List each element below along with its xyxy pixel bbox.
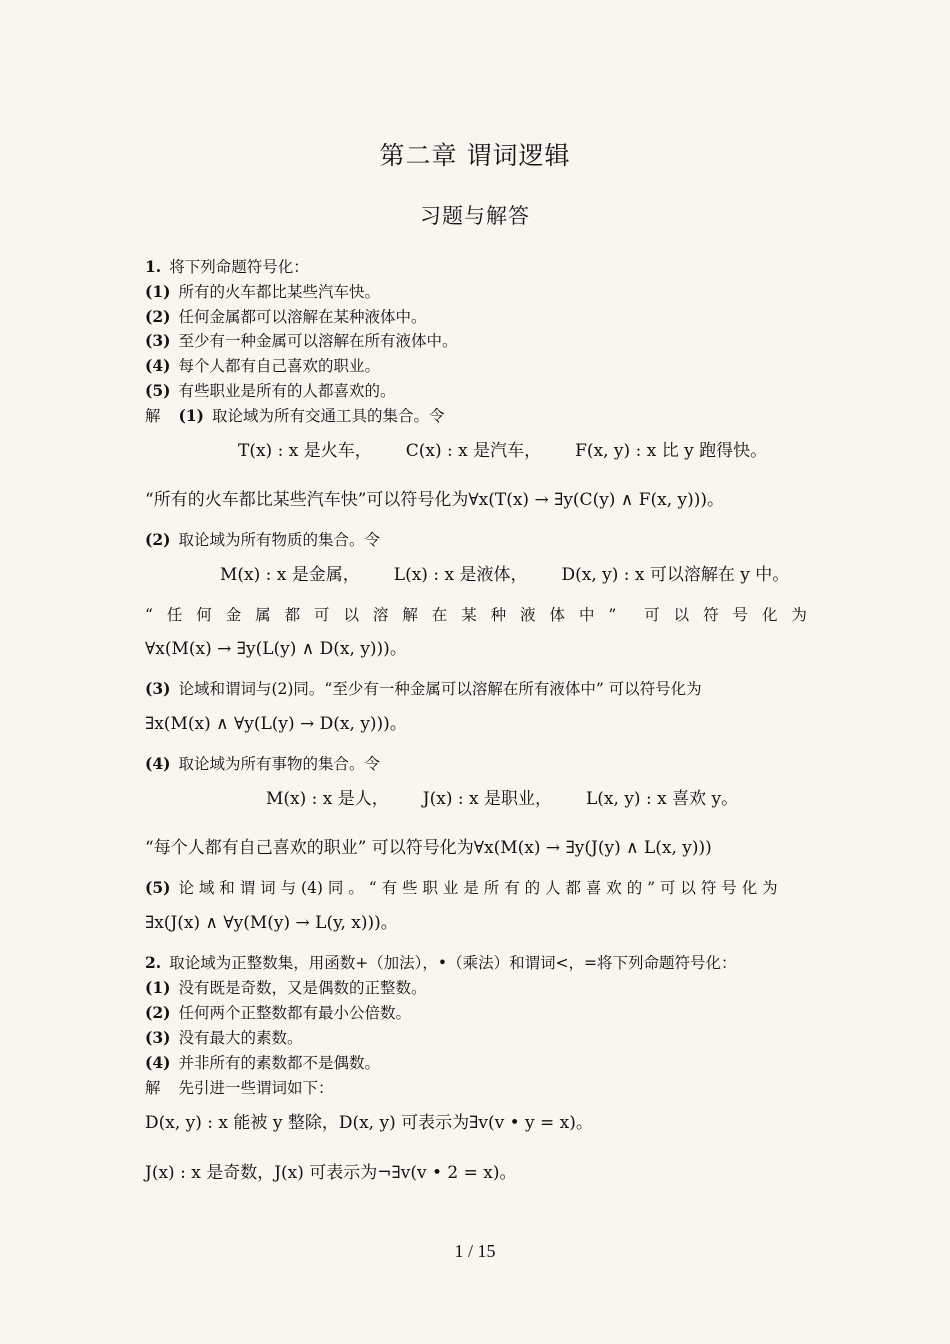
solution-2-intro: (2) 取论域为所有物质的集合。令 — [145, 530, 380, 549]
solution-5-line1: (5) 论 域 和 谓 词 与 (4) 同 。 “ 有 些 职 业 是 所 有 的 人 都 喜 欢 的 ” 可 以 符 号 化 为 — [145, 878, 778, 897]
solution-5-line2: ∃x(J(x) ∧ ∀y(M(y) → L(y, x)))。 — [145, 913, 398, 933]
problem-1-item: (4) 每个人都有自己喜欢的职业。 — [145, 356, 380, 375]
problem-2-item: (4) 并非所有的素数都不是偶数。 — [145, 1053, 380, 1072]
definitions-1: T(x) : x 是火车， C(x) : x 是汽车， F(x, y) : x 比 y 跑得快。 — [238, 441, 768, 461]
result-2-line2: ∀x(M(x) → ∃y(L(y) ∧ D(x, y)))。 — [145, 639, 407, 659]
problem-1-item: (3) 至少有一种金属可以溶解在所有液体中。 — [145, 331, 458, 350]
result-2-line1: “ 任 何 金 属 都 可 以 溶 解 在 某 种 液 体 中 ” 可 以 符 号 化 为 — [145, 606, 807, 624]
solution-3-line2: ∃x(M(x) ∧ ∀y(L(y) → D(x, y)))。 — [145, 714, 407, 734]
solution-4-intro: (4) 取论域为所有事物的集合。令 — [145, 754, 380, 773]
solution-1-intro: 解 (1) 取论域为所有交通工具的集合。令 — [145, 406, 445, 425]
definitions-4: M(x) : x 是人， J(x) : x 是职业， L(x, y) : x 喜欢 y。 — [266, 789, 739, 809]
solution-2-intro-line: 解 先引进一些谓词如下： — [145, 1079, 334, 1097]
problem-1-item: (1) 所有的火车都比某些汽车快。 — [145, 282, 380, 301]
definition-odd: J(x) : x 是奇数，J(x) 可表示为¬∃v(v • 2 = x)。 — [145, 1163, 517, 1183]
definitions-2: M(x) : x 是金属， L(x) : x 是液体， D(x, y) : x 可以溶解在 y 中。 — [220, 565, 790, 585]
result-1: “所有的火车都比某些汽车快”可以符号化为∀x(T(x) → ∃y(C(y) ∧ F(x, y)))。 — [145, 490, 725, 510]
problem-1-item: (5) 有些职业是所有的人都喜欢的。 — [145, 381, 396, 400]
definition-divisible: D(x, y) : x 能被 y 整除，D(x, y) 可表示为∃v(v • y = x)。 — [145, 1113, 593, 1133]
chapter-title: 第二章 谓词逻辑 — [379, 141, 571, 170]
problem-2-item: (1) 没有既是奇数，又是偶数的正整数。 — [145, 978, 427, 997]
problem-1-prompt: 1. 将下列命题符号化： — [145, 257, 309, 276]
result-4: “每个人都有自己喜欢的职业” 可以符号化为∀x(M(x) → ∃y(J(y) ∧ L(x, y))) — [145, 838, 712, 858]
problem-2-item: (3) 没有最大的素数。 — [145, 1028, 303, 1047]
solution-3-line1: (3) 论域和谓词与(2)同。“至少有一种金属可以溶解在所有液体中” 可以符号化为 — [145, 679, 702, 698]
problem-2-item: (2) 任何两个正整数都有最小公倍数。 — [145, 1003, 411, 1022]
page-number: 1 / 15 — [454, 1241, 496, 1261]
problem-2-prompt: 2. 取论域为正整数集，用函数+（加法），•（乘法）和谓词<，=将下列命题符号化： — [145, 953, 737, 972]
problem-number: 1. — [145, 257, 162, 276]
section-subtitle: 习题与解答 — [420, 204, 530, 228]
problem-1-item: (2) 任何金属都可以溶解在某种液体中。 — [145, 307, 427, 326]
